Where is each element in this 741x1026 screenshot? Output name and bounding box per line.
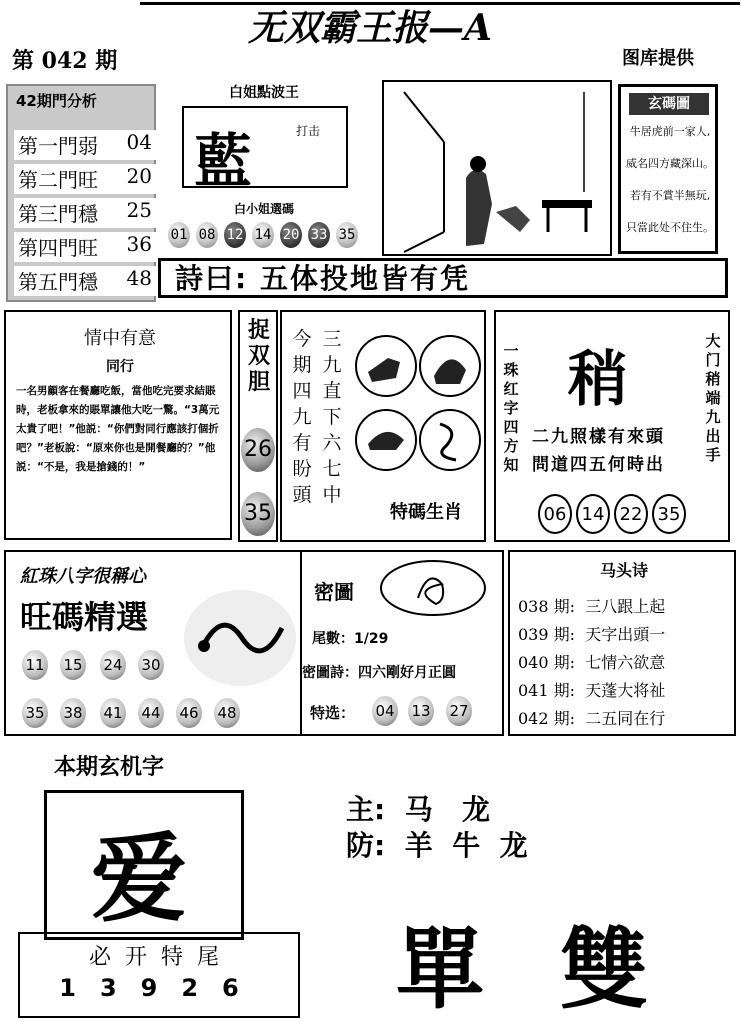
secret-label: 密圖 — [314, 580, 354, 604]
number-ball: 11 — [22, 650, 48, 680]
provider-label: 图库提供 — [622, 48, 694, 69]
number-ball: 06 — [538, 494, 572, 534]
row-label: 第二門旺 — [18, 168, 98, 192]
page-title: 无双霸王报—A — [248, 7, 492, 49]
secret-chart-panel — [302, 550, 504, 736]
row-value: 04 — [126, 130, 152, 154]
number-ball: 30 — [138, 650, 164, 680]
poem-line: 牛居虎前一家人, — [629, 125, 711, 138]
poem-line: 只當此处不住生。 — [626, 221, 714, 234]
row-value: 36 — [126, 232, 152, 256]
number-ball: 46 — [176, 698, 202, 728]
bottom-section — [0, 740, 741, 1024]
door-analysis-row — [14, 266, 156, 296]
number-ball: 38 — [60, 698, 86, 728]
door-analysis-row — [14, 232, 156, 262]
number-ball: 35 — [22, 698, 48, 728]
number-ball: 22 — [614, 494, 648, 534]
illustration-panel — [382, 80, 612, 256]
door-analysis-panel — [6, 84, 156, 302]
poem-line: 若有不賞半無玩, — [629, 189, 711, 202]
mystery-heading: 本期玄机字 — [54, 755, 165, 780]
story-body: 一名男顧客在餐廳吃飯，當他吃完要求結賬時，老板拿來的賬單讓他大吃一驚。“3萬元太貴了吧！”他説：“你們對同行應該打個折吧？”老板說：“原來你也是開餐廳的？”他説：“不是，我是搶錢的！” — [16, 385, 220, 473]
must-tail-panel — [18, 932, 300, 1018]
secret-scribble-icon — [378, 558, 488, 618]
number-ball: 12 — [224, 222, 246, 248]
double-pick-panel — [238, 310, 278, 542]
zodiac-col-left: 今期四九有盼頭 — [292, 328, 312, 506]
shao-char: 稍 — [568, 345, 628, 415]
blue-wave-panel — [166, 76, 362, 254]
shao-panel — [494, 310, 730, 542]
hot-picks-title: 旺碼精選 — [20, 598, 149, 636]
horse-poem-row: 041 期: 天蓬大将祉 — [518, 681, 666, 700]
blue-wave-heading: 白姐點波王 — [229, 85, 299, 101]
warrior-illustration — [384, 82, 610, 254]
blue-sub-heading: 白小姐選碼 — [233, 202, 294, 216]
horse-poem-panel — [508, 550, 736, 736]
number-ball: 26 — [241, 428, 275, 472]
dragon-icon — [182, 588, 298, 688]
horse-poem-row: 039 期: 天字出頭一 — [518, 625, 666, 644]
number-ball: 27 — [446, 696, 472, 726]
zodiac-panel — [280, 310, 486, 542]
number-ball: 20 — [280, 222, 302, 248]
number-ball: 01 — [168, 222, 190, 248]
story-subtitle: 同行 — [106, 359, 134, 375]
number-ball: 33 — [308, 222, 330, 248]
mystery-char-frame — [44, 790, 244, 940]
number-ball: 48 — [214, 698, 240, 728]
shao-left-side: 一珠红字四方知 — [503, 342, 519, 474]
door-analysis-row — [14, 130, 156, 160]
blue-note: 打击 — [296, 124, 321, 138]
horse-poem-row: 042 期: 二五同在行 — [518, 709, 666, 728]
zodiac-col-right: 三九直下六七中 — [322, 328, 342, 506]
number-ball: 41 — [100, 698, 126, 728]
number-ball: 35 — [652, 494, 686, 534]
shao-line: 二九照樣有來頭 — [532, 427, 665, 447]
number-ball: 14 — [252, 222, 274, 248]
must-tail-heading: 必开特尾 — [88, 945, 233, 970]
poem-banner: 詩曰: 五体投地皆有凭 — [158, 258, 728, 298]
number-ball: 15 — [60, 650, 86, 680]
number-ball: 08 — [196, 222, 218, 248]
row-value: 20 — [126, 164, 152, 188]
number-ball: 14 — [576, 494, 610, 534]
row-label: 第一門弱 — [18, 134, 98, 158]
row-label: 第五門穩 — [18, 270, 98, 294]
story-panel — [4, 310, 232, 540]
door-analysis-row — [14, 164, 156, 194]
double-pick-title: 捉双胆 — [247, 318, 270, 395]
secret-poem-label: 密圖詩：四六剛好月正圓 — [302, 665, 456, 681]
must-tail-numbers: 13926 — [59, 974, 263, 1002]
double-char: 雙 — [560, 917, 649, 1021]
main-pick: 主: 马 龙 — [346, 793, 490, 826]
number-ball: 35 — [336, 222, 358, 248]
single-char: 單 — [396, 917, 485, 1021]
mystery-char: 爱 — [91, 822, 187, 935]
story-title: 情中有意 — [84, 328, 156, 349]
door-analysis-heading: 42期門分析 — [16, 92, 97, 110]
number-ball: 24 — [100, 650, 126, 680]
horse-poem-row: 038 期: 三八跟上起 — [518, 597, 666, 616]
horse-poem-row: 040 期: 七情六欲意 — [518, 653, 666, 672]
issue-number: 第 042 期 — [12, 48, 118, 74]
number-ball: 35 — [241, 492, 275, 536]
defend-pick: 防: 羊 牛 龙 — [346, 829, 528, 862]
row-value: 48 — [126, 266, 152, 290]
horse-poem-heading: 马头诗 — [599, 561, 648, 580]
hot-picks-heading: 紅珠八字很稱心 — [20, 566, 146, 587]
number-ball: 44 — [138, 698, 164, 728]
tail-label: 尾數：1/29 — [312, 631, 389, 647]
number-ball: 04 — [372, 696, 398, 726]
blue-char: 藍 — [194, 127, 253, 195]
special-label: 特选： — [310, 704, 356, 722]
door-analysis-row — [14, 198, 156, 228]
number-ball: 13 — [408, 696, 434, 726]
poem-line: 威名四方藏深山。 — [626, 157, 714, 170]
top-rule — [140, 2, 740, 5]
row-label: 第四門旺 — [18, 236, 98, 260]
row-label: 第三門穩 — [18, 202, 98, 226]
shao-line: 問道四五何時出 — [532, 455, 665, 475]
shao-right-side: 大门稍端九出手 — [705, 332, 721, 464]
zodiac-footer: 特碼生肖 — [390, 502, 462, 523]
blue-char-frame — [182, 106, 348, 195]
code-poem-heading: 玄碼圖 — [629, 93, 709, 115]
zodiac-animal-icons — [354, 332, 482, 482]
row-value: 25 — [126, 198, 152, 222]
code-poem-panel — [618, 84, 718, 254]
hot-picks-panel — [4, 550, 302, 736]
